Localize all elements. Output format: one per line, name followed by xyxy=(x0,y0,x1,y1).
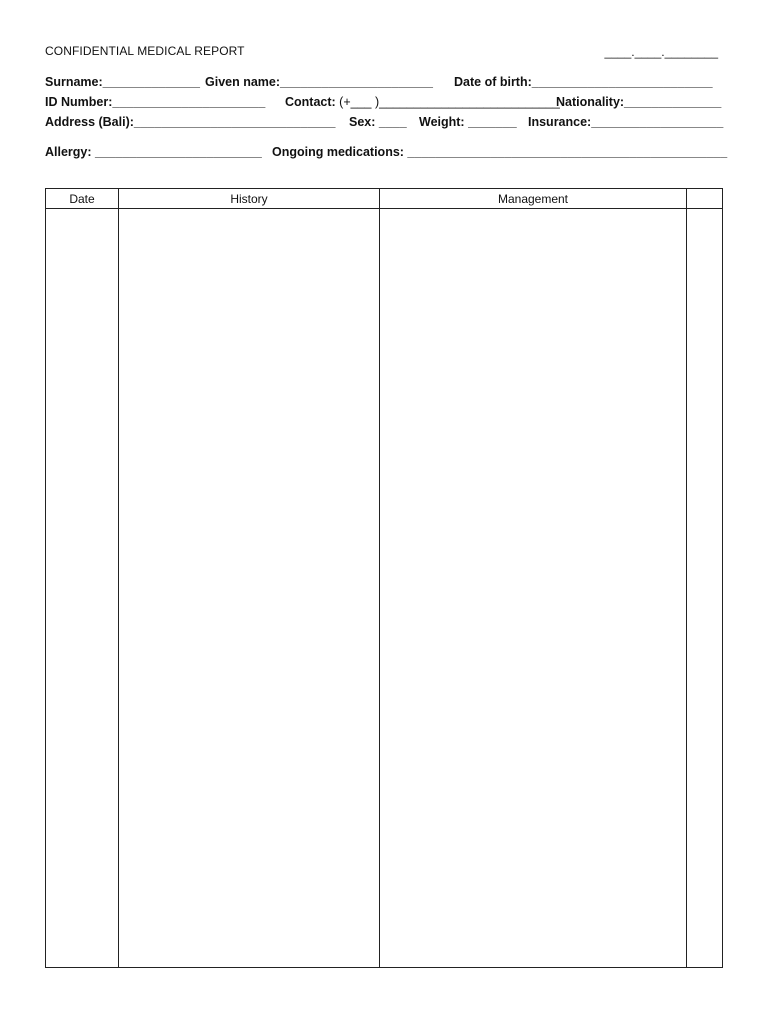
report-date-field[interactable]: ____.____.________ xyxy=(604,45,718,59)
id-number-field[interactable]: ID Number:______________________ xyxy=(45,95,266,109)
contact-blank[interactable]: (+___ )__________________________ xyxy=(335,95,560,109)
records-body-row xyxy=(46,209,723,968)
contact-label: Contact: xyxy=(285,95,336,109)
date-of-birth-field[interactable]: Date of birth:__________________________ xyxy=(454,75,713,89)
insurance-field[interactable]: Insurance:___________________ xyxy=(528,115,724,129)
address-field[interactable]: Address (Bali):_____________________________ xyxy=(45,115,336,129)
report-title: CONFIDENTIAL MEDICAL REPORT xyxy=(45,44,245,58)
ongoing-medications-field[interactable]: Ongoing medications: ______________________________________________ xyxy=(272,145,728,159)
surname-field[interactable]: Surname:______________ xyxy=(45,75,200,89)
weight-field[interactable]: Weight: _______ xyxy=(419,115,517,129)
date-cell[interactable] xyxy=(46,209,119,968)
management-column-header: Management xyxy=(380,189,687,209)
date-column-header: Date xyxy=(46,189,119,209)
given-name-field[interactable]: Given name:______________________ xyxy=(205,75,433,89)
records-table xyxy=(45,188,723,968)
allergy-field[interactable]: Allergy: ________________________ xyxy=(45,145,262,159)
contact-field[interactable] xyxy=(285,95,560,109)
history-cell[interactable] xyxy=(119,209,380,968)
nationality-field[interactable]: Nationality:______________ xyxy=(556,95,722,109)
extra-column-header xyxy=(687,189,723,209)
sex-field[interactable]: Sex: ____ xyxy=(349,115,407,129)
records-header-row xyxy=(46,189,723,209)
management-cell[interactable] xyxy=(380,209,687,968)
extra-cell[interactable] xyxy=(687,209,723,968)
history-column-header: History xyxy=(119,189,380,209)
